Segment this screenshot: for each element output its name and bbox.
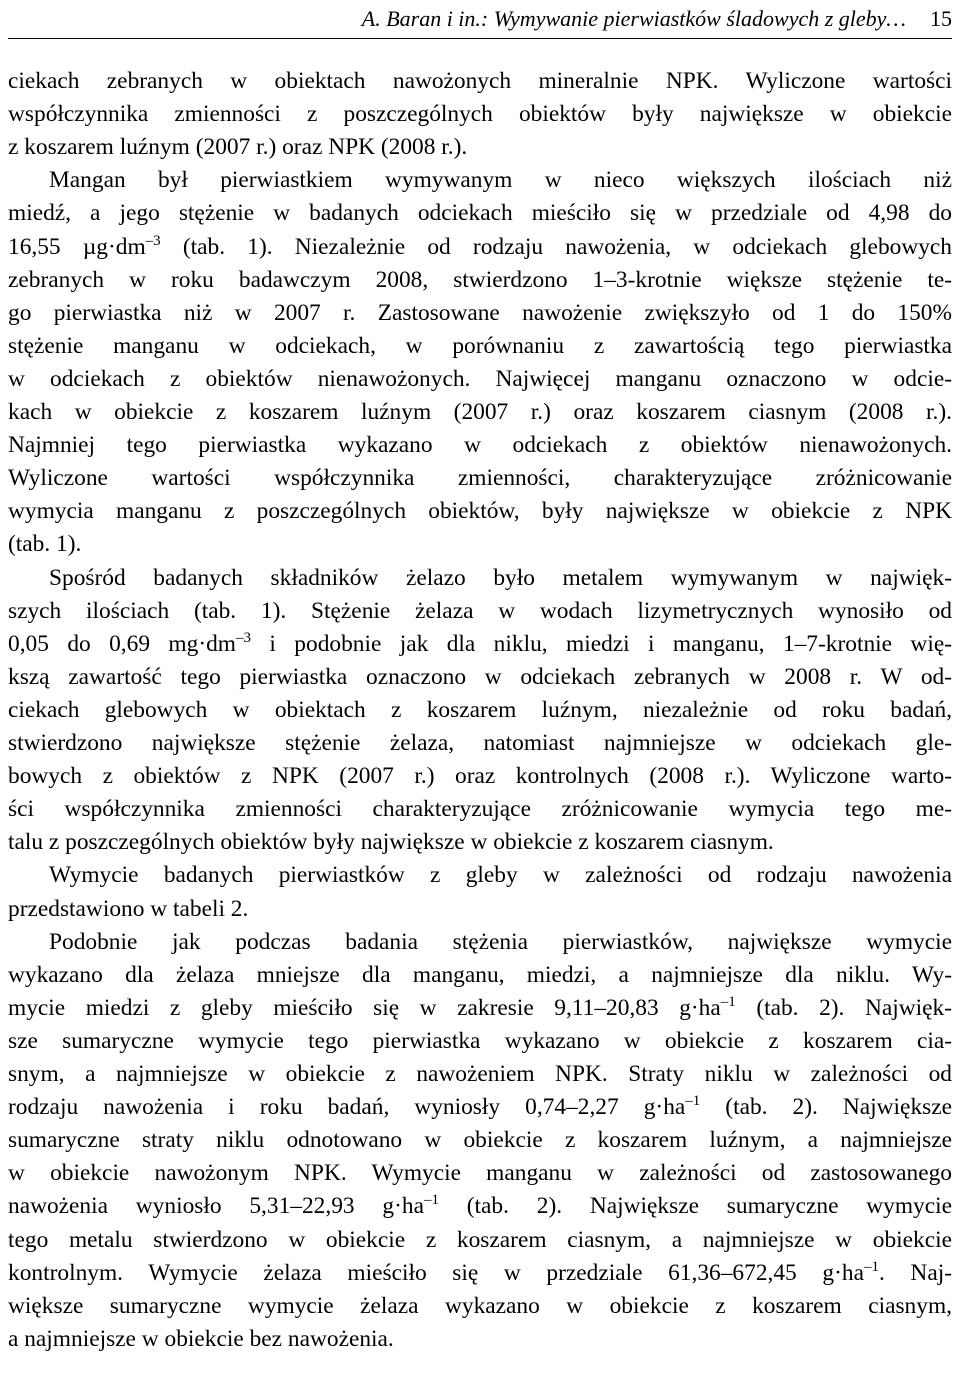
text-line	[49, 860, 952, 890]
text-line	[8, 728, 952, 758]
line-text: rodzaju nawożenia i roku badań, wyniosły 0,74–2,27 g·ha	[8, 1094, 686, 1121]
running-header	[8, 2, 952, 39]
line-text: Najmniej tego pierwiastka wykazano w odciekach z obiektów nienawożonych.	[8, 432, 952, 459]
text-line	[8, 463, 952, 493]
superscript-exponent: –1	[720, 993, 736, 1010]
text-line	[8, 1291, 952, 1321]
line-text: ści współczynnika zmienności charakteryzujące zróżnicowanie wymycia tego me-	[8, 796, 952, 823]
text-line	[8, 894, 952, 924]
text-line	[49, 927, 952, 957]
text-line	[8, 1324, 952, 1354]
text-line	[8, 1258, 952, 1288]
superscript-exponent: –3	[145, 232, 161, 249]
text-line	[49, 165, 952, 195]
text-line	[8, 1026, 952, 1056]
line-text: bowych z obiektów z NPK (2007 r.) oraz kontrolnych (2008 r.). Wyliczone warto-	[8, 763, 952, 790]
text-line	[8, 397, 952, 427]
running-title: A. Baran i in.: Wymywanie pierwiastków śladowych z gleby…	[361, 6, 906, 31]
line-text: talu z poszczególnych obiektów były największe w obiekcie z koszarem ciasnym.	[8, 829, 774, 856]
line-text: stwierdzono największe stężenie żelaza, natomiast najmniejsze w odciekach gle-	[8, 730, 952, 756]
superscript-exponent: –1	[685, 1093, 701, 1110]
line-text: ciekach glebowych w obiektach z koszarem luźnym, niezależnie od roku badań,	[8, 696, 952, 723]
text-line	[8, 265, 952, 295]
text-line	[8, 761, 952, 791]
text-line	[8, 132, 952, 162]
line-text: go pierwiastka niż w 2007 r. Zastosowane nawożenie zwiększyło od 1 do 150%	[8, 299, 952, 326]
text-line	[8, 232, 952, 262]
line-text-continued: . Naj-	[878, 1259, 952, 1286]
line-text: kszą zawartość tego pierwiastka oznaczono w odciekach zebranych w 2008 r. W od-	[8, 663, 952, 690]
line-text: a najmniejsze w obiekcie bez nawożenia.	[8, 1325, 394, 1352]
line-text: ciekach zebranych w obiektach nawożonych mineralnie NPK. Wyliczone wartości	[8, 68, 952, 94]
line-text: w odciekach z obiektów nienawożonych. Najwięcej manganu oznaczono w odcie-	[8, 365, 952, 392]
line-text: współczynnika zmienności z poszczególnych obiektów były największe w obiekcie	[8, 101, 952, 128]
line-text-continued: i podobnie jak dla niklu, miedzi i manganu, 1–7-krotnie wię-	[251, 630, 952, 657]
text-line	[8, 794, 952, 824]
line-text: z koszarem luźnym (2007 r.) oraz NPK (2008 r.).	[8, 134, 468, 161]
line-text: Mangan był pierwiastkiem wymywanym w nieco większych ilościach niż	[49, 167, 952, 194]
text-line	[8, 529, 952, 559]
line-text: wykazano dla żelaza mniejsze dla manganu, miedzi, a najmniejsze dla niklu. Wy-	[8, 961, 952, 988]
line-text: przedstawiono w tabeli 2.	[8, 895, 249, 922]
text-line	[8, 1125, 952, 1155]
page-number: 15	[930, 6, 952, 31]
text-line	[8, 827, 952, 857]
line-text: snym, a najmniejsze w obiekcie z nawożeniem NPK. Straty niklu w zależności od	[8, 1061, 952, 1087]
line-text: mycie miedzi z gleby mieściło się w zakresie 9,11–20,83 g·ha	[8, 994, 721, 1021]
line-text-continued: (tab. 1). Niezależnie od rodzaju nawożenia, w odciekach glebowych	[160, 233, 952, 260]
text-line	[49, 563, 952, 593]
text-line	[8, 695, 952, 725]
text-line	[8, 198, 952, 228]
line-text: 16,55 µg·dm	[8, 233, 146, 260]
text-line	[8, 1225, 952, 1255]
line-text: kontrolnym. Wymycie żelaza mieściło się w przedziale 61,36–672,45 g·ha	[8, 1259, 864, 1286]
superscript-exponent: –3	[236, 629, 252, 646]
line-text: zebranych w roku badawczym 2008, stwierdzono 1–3-krotnie większe stężenie te-	[8, 266, 952, 293]
line-text: większe sumaryczne wymycie żelaza wykazano w obiekcie z koszarem ciasnym,	[8, 1292, 952, 1319]
line-text: tego metalu stwierdzono w obiekcie z koszarem ciasnym, a najmniejsze w obiekcie	[8, 1226, 952, 1253]
line-text: miedź, a jego stężenie w badanych odciekach mieściło się w przedziale od 4,98 do	[8, 200, 952, 227]
line-text: sze sumaryczne wymycie tego pierwiastka wykazano w obiekcie z koszarem cia-	[8, 1027, 952, 1054]
line-text-continued: (tab. 2). Najwięk-	[735, 994, 952, 1021]
text-line	[8, 662, 952, 692]
text-line	[8, 629, 952, 659]
text-line	[8, 496, 952, 526]
superscript-exponent: –1	[423, 1192, 439, 1209]
text-line	[8, 993, 952, 1023]
superscript-exponent: –1	[863, 1258, 879, 1275]
line-text-continued: (tab. 2). Największe sumaryczne wymycie	[438, 1193, 952, 1220]
line-text: Podobnie jak podczas badania stężenia pierwiastków, największe wymycie	[49, 928, 952, 955]
text-line	[8, 99, 952, 129]
text-line	[8, 1158, 952, 1188]
line-text: nawożenia wyniosło 5,31–22,93 g·ha	[8, 1193, 424, 1220]
text-line	[8, 298, 952, 328]
line-text: 0,05 do 0,69 mg·dm	[8, 630, 237, 657]
text-line	[8, 66, 952, 96]
line-text: Spośród badanych składników żelazo było metalem wymywanym w najwięk-	[49, 564, 952, 591]
text-line	[8, 430, 952, 460]
line-text: sumaryczne straty niklu odnotowano w obiekcie z koszarem luźnym, a najmniejsze	[8, 1127, 952, 1154]
line-text: (tab. 1).	[8, 531, 82, 558]
text-line	[8, 960, 952, 990]
line-text: Wymycie badanych pierwiastków z gleby w zależności od rodzaju nawożenia	[49, 862, 952, 889]
text-line	[8, 331, 952, 361]
line-text: szych ilościach (tab. 1). Stężenie żelaza w wodach lizymetrycznych wynosiło od	[8, 597, 952, 624]
line-text: wymycia manganu z poszczególnych obiektów, były największe w obiekcie z NPK	[8, 498, 952, 525]
text-line	[8, 596, 952, 626]
line-text: w obiekcie nawożonym NPK. Wymycie manganu w zależności od zastosowanego	[8, 1160, 952, 1187]
text-line	[8, 1059, 952, 1089]
line-text: stężenie manganu w odciekach, w porównaniu z zawartością tego pierwiastka	[8, 332, 952, 359]
text-line	[8, 364, 952, 394]
text-line	[8, 1191, 952, 1221]
line-text-continued: (tab. 2). Największe	[700, 1094, 953, 1121]
text-line	[8, 1092, 952, 1122]
line-text: Wyliczone wartości współczynnika zmienności, charakteryzujące zróżnicowanie	[8, 465, 952, 492]
line-text: kach w obiekcie z koszarem luźnym (2007 r.) oraz koszarem ciasnym (2008 r.).	[8, 399, 952, 425]
